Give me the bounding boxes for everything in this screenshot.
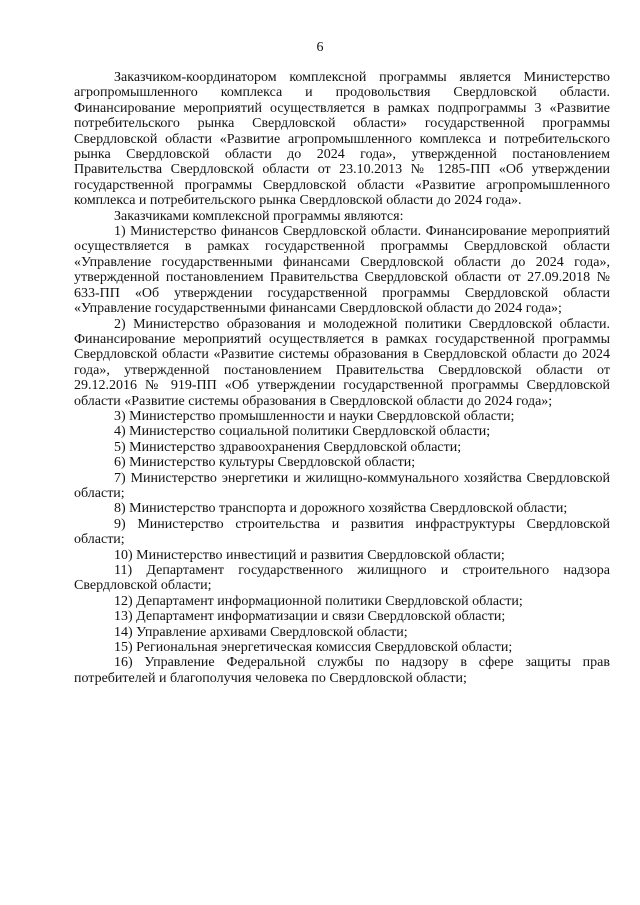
- list-item: 11) Департамент государственного жилищного и строительного надзора Свердловской области;: [74, 563, 610, 594]
- document-body: [74, 70, 610, 686]
- list-item: 16) Управление Федеральной службы по надзору в сфере защиты прав потребителей и благополучия человека по Свердловской области;: [74, 655, 610, 686]
- list-item: 13) Департамент информатизации и связи Свердловской области;: [114, 609, 506, 625]
- page-number: 6: [316, 40, 324, 55]
- list-item: 6) Министерство культуры Свердловской области;: [114, 455, 416, 471]
- list-item: 5) Министерство здравоохранения Свердловской области;: [114, 439, 462, 455]
- list-item: 10) Министерство инвестиций и развития Свердловской области;: [114, 547, 505, 563]
- list-item: 4) Министерство социальной политики Свердловской области;: [114, 424, 491, 440]
- list-item: 15) Региональная энергетическая комиссия Свердловской области;: [114, 640, 513, 656]
- list-item: 8) Министерство транспорта и дорожного хозяйства Свердловской области;: [114, 501, 568, 517]
- paragraph-customers-intro: Заказчиками комплексной программы являются:: [114, 208, 404, 224]
- list-item: 9) Министерство строительства и развития инфраструктуры Свердловской области;: [74, 516, 610, 548]
- list-item: 7) Министерство энергетики и жилищно-коммунального хозяйства Свердловской области;: [74, 470, 610, 501]
- paragraph-coordinator: Заказчиком-координатором комплексной программы является Министерство агропромышленного комплекса и продовольствия Свердловской области. Финансирование мероприятий осуществляется в рамках подпрограммы 3 «Развитие потребительского рынка Свердловской области» государственной программы Свердловской области «Развитие агропромышленного комплекса и потребительского рынка Свердловской области до 2024 года», утвержденной постановлением Правительства Свердловской области от 23.10.2013 № 1285-ПП «Об утверждении государственной программы Свердловской области «Развитие агропромышленного комплекса и потребительского рынка Свердловской области до 2024 года».: [74, 70, 610, 209]
- list-item: 3) Министерство промышленности и науки Свердловской области;: [114, 408, 515, 424]
- list-item: 12) Департамент информационной политики Свердловской области;: [114, 593, 523, 609]
- list-item: 14) Управление архивами Свердловской области;: [114, 624, 408, 640]
- list-item: 2) Министерство образования и молодежной политики Свердловской области. Финансирование мероприятий осуществляется в рамках государственной программы Свердловской области «Развитие системы образования в Свердловской области до 2024 года», утвержденной постановлением Правительства Свердловской области от 29.12.2016 № 919-ПП «Об утверждении государственной программы Свердловской области «Развитие системы образования в Свердловской области до 2024 года»;: [74, 316, 610, 409]
- list-item: 1) Министерство финансов Свердловской области. Финансирование мероприятий осуществляется в рамках государственной программы Свердловской области «Управление государственными финансами Свердловской области до 2024 года», утвержденной постановлением Правительства Свердловской области от 27.09.2018 № 633-ПП «Об утверждении государственной программы Свердловской области «Управление государственными финансами Свердловской области до 2024 года»;: [74, 224, 610, 317]
